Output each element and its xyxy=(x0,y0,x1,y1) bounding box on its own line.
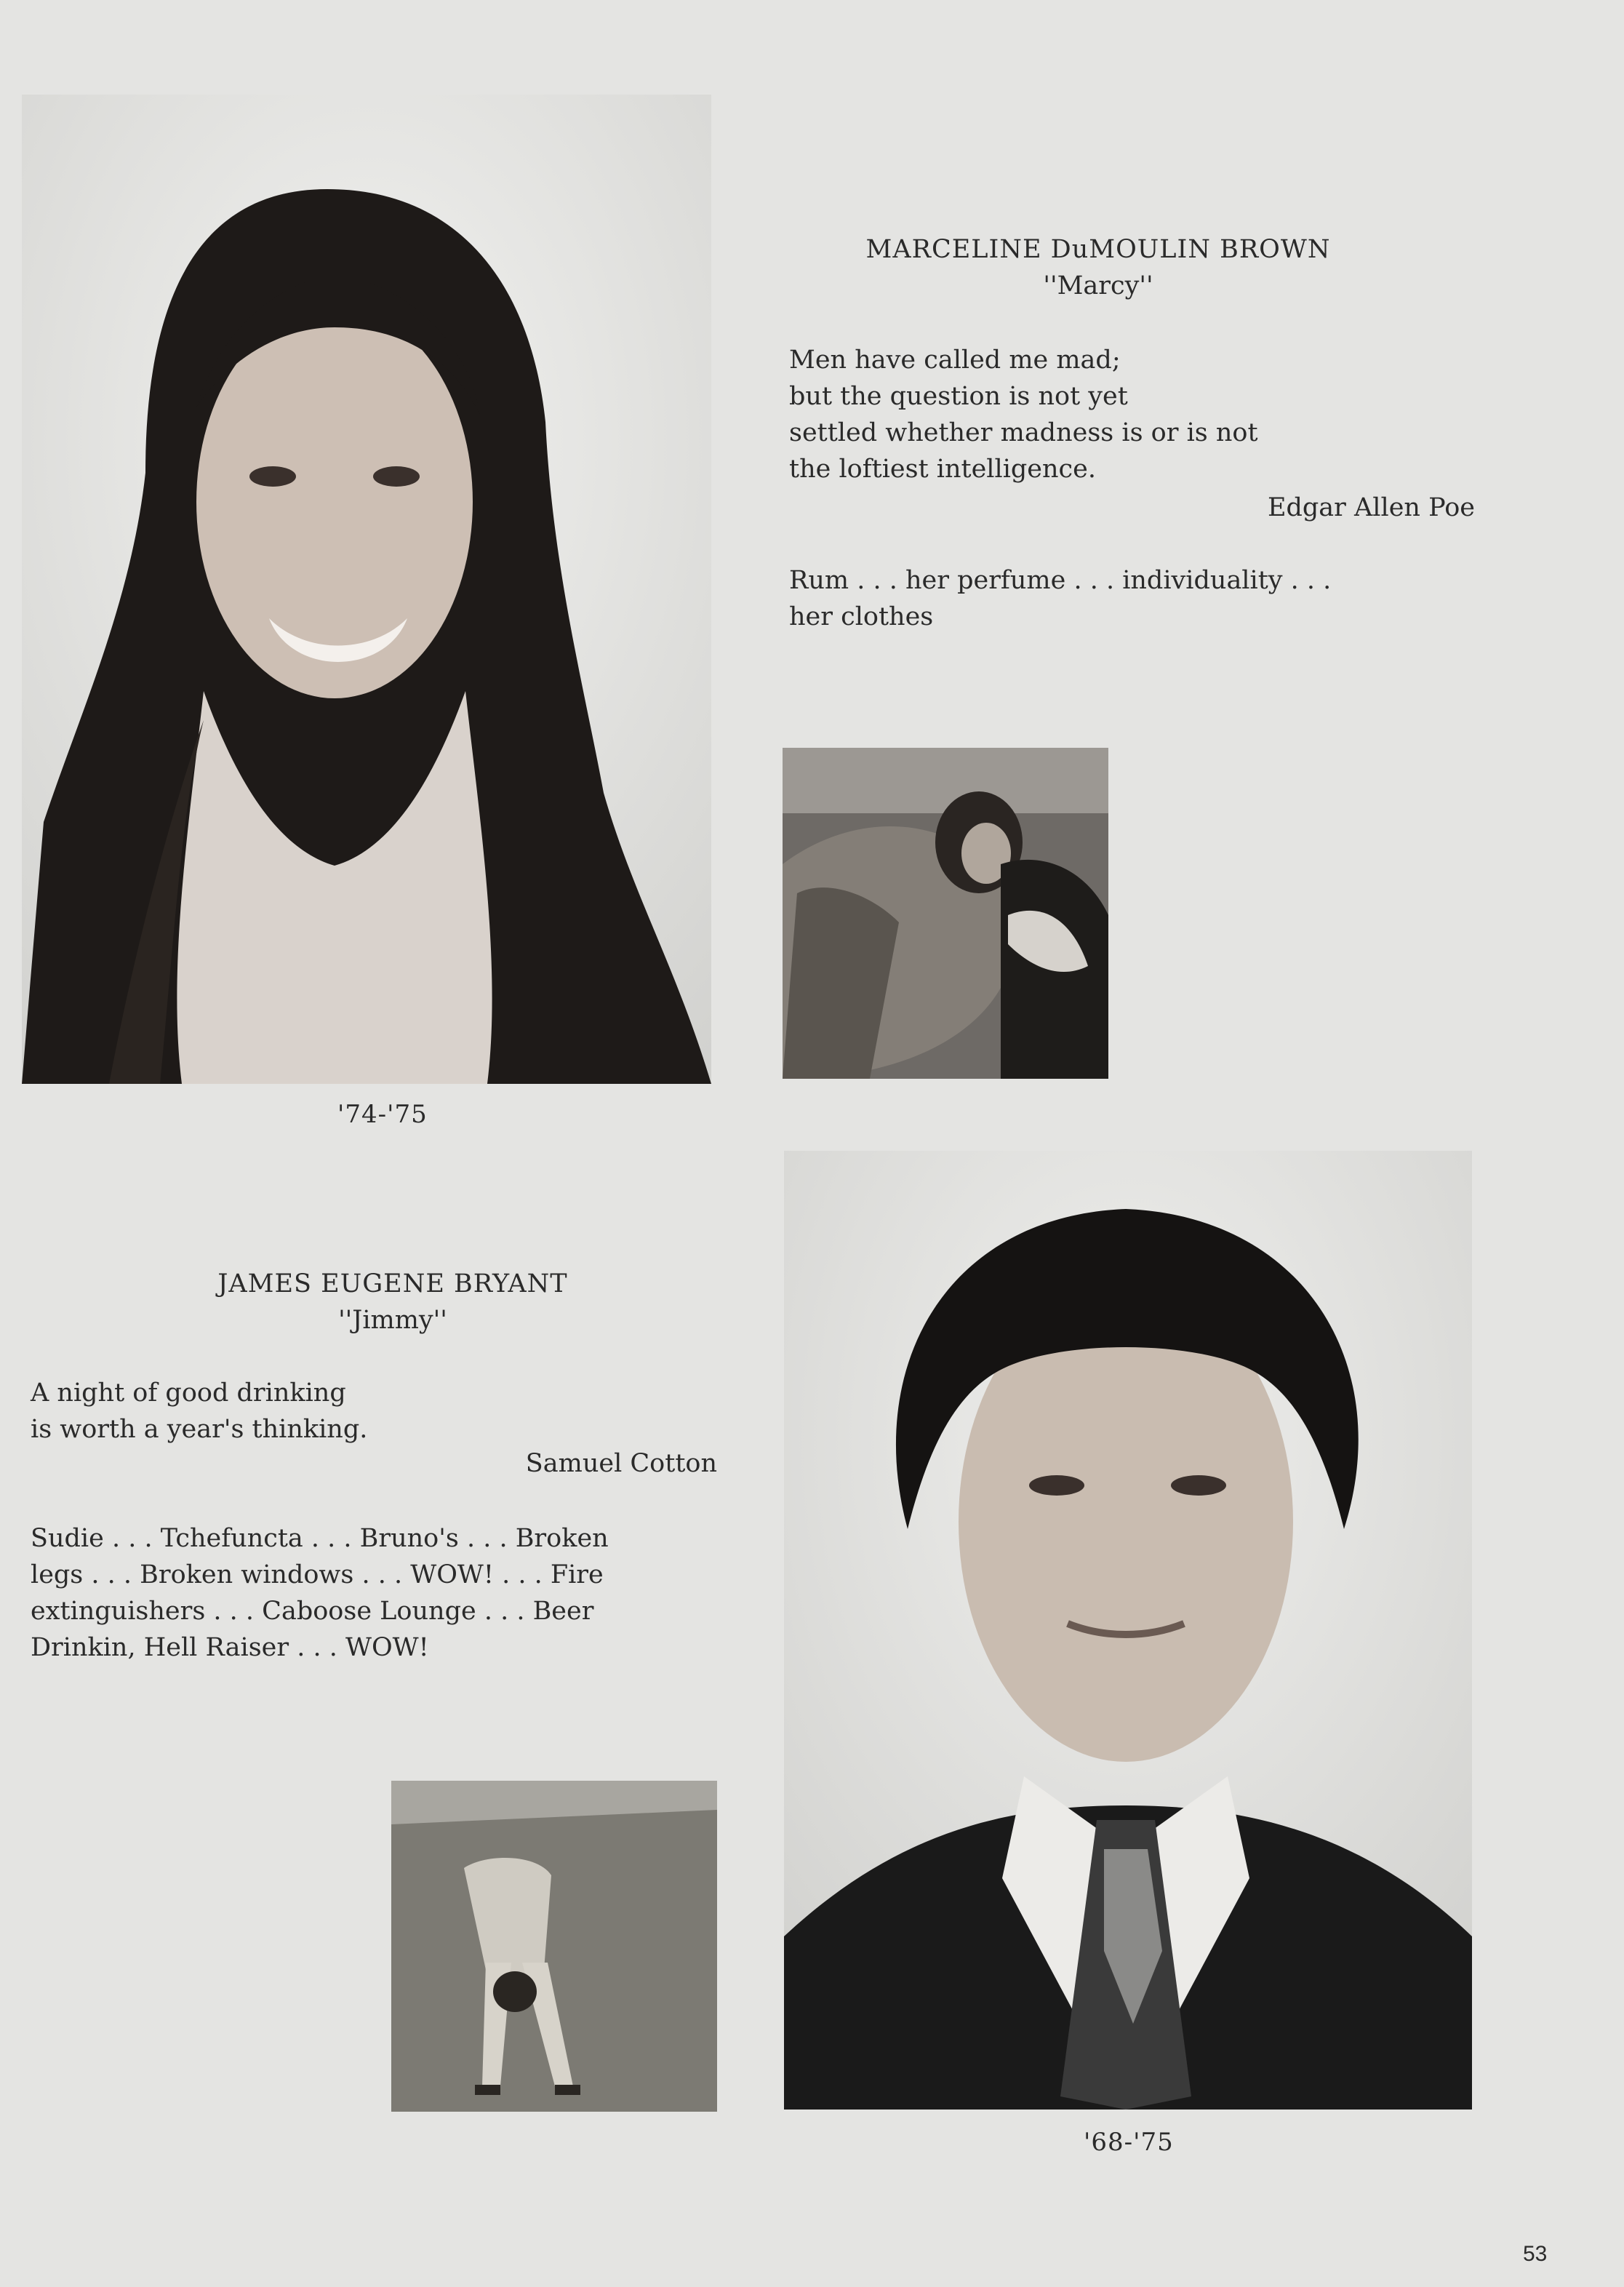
quote-line: Men have called me mad; xyxy=(789,346,1121,375)
memories-line: extinguishers . . . Caboose Lounge . . . Beer xyxy=(31,1597,594,1626)
quote-author: Edgar Allen Poe xyxy=(1267,493,1475,522)
portrait-photo-marceline xyxy=(22,95,711,1084)
quote-line: settled whether madness is or is not xyxy=(789,418,1258,447)
years-attended: '68-'75 xyxy=(1084,2128,1174,2157)
page-number: 53 xyxy=(1523,2242,1548,2266)
quote-line: but the question is not yet xyxy=(789,382,1128,411)
candid-photo-james xyxy=(391,1781,717,2112)
quote-author: Samuel Cotton xyxy=(525,1449,717,1478)
portrait-photo-james xyxy=(784,1151,1472,2110)
memories-line: legs . . . Broken windows . . . WOW! . . . Fire xyxy=(31,1560,604,1589)
years-attended: '74-'75 xyxy=(337,1100,428,1129)
quote-line: the loftiest intelligence. xyxy=(789,455,1096,484)
student-nickname: ''Jimmy'' xyxy=(338,1306,447,1335)
student-name: MARCELINE DuMOULIN BROWN xyxy=(865,235,1331,264)
memories-line: Drinkin, Hell Raiser . . . WOW! xyxy=(31,1633,429,1662)
memories-line: Sudie . . . Tchefuncta . . . Bruno's . . . Broken xyxy=(31,1524,609,1553)
candid-photo-marceline xyxy=(783,748,1108,1079)
memories-line: her clothes xyxy=(789,602,934,631)
student-nickname: ''Marcy'' xyxy=(1043,271,1153,300)
memories-line: Rum . . . her perfume . . . individuality . . . xyxy=(789,566,1332,595)
quote-line: is worth a year's thinking. xyxy=(31,1415,368,1444)
quote-line: A night of good drinking xyxy=(31,1378,346,1408)
student-name: JAMES EUGENE BRYANT xyxy=(217,1269,568,1298)
